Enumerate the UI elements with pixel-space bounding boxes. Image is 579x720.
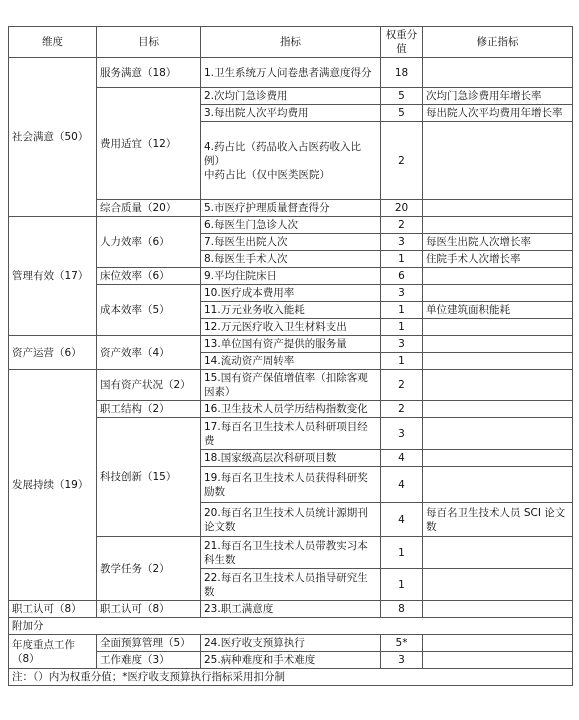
- target-cell: 工作难度（3）: [97, 652, 201, 669]
- weight-cell: 6: [381, 268, 423, 285]
- modifier-cell: 单位建筑面积能耗: [423, 302, 573, 319]
- table-row: [9, 370, 573, 401]
- dimension-cell: 职工认可（8）: [9, 601, 97, 618]
- indicator-cell: 24.医疗收支预算执行: [201, 635, 381, 652]
- weight-cell: 2: [381, 122, 423, 200]
- header-dimension: 维度: [9, 27, 97, 58]
- indicator-cell: 7.每医生出院人次: [201, 234, 381, 251]
- weight-cell: 18: [381, 58, 423, 88]
- weight-cell: 8: [381, 601, 423, 618]
- modifier-cell: 每出院人次平均费用年增长率: [423, 105, 573, 122]
- indicator-cell: 6.每医生门急诊人次: [201, 217, 381, 234]
- weight-cell: 5: [381, 105, 423, 122]
- table-note-row: [9, 669, 573, 686]
- modifier-cell: [423, 268, 573, 285]
- indicator-cell: 23.职工满意度: [201, 601, 381, 618]
- weight-cell: 1: [381, 319, 423, 336]
- header-weight: 权重分值: [381, 27, 423, 58]
- modifier-cell: [423, 450, 573, 467]
- modifier-cell: [423, 285, 573, 302]
- target-cell: 成本效率（5）: [97, 285, 201, 336]
- indicator-cell: 16.卫生技术人员学历结构指数变化: [201, 401, 381, 418]
- indicator-cell: 19.每百名卫生技术人员获得科研奖励数: [201, 467, 381, 503]
- modifier-cell: [423, 370, 573, 401]
- indicator-cell: 14.流动资产周转率: [201, 353, 381, 370]
- modifier-cell: 每百名卫生技术人员 SCI 论文数: [423, 503, 573, 537]
- modifier-cell: [423, 635, 573, 652]
- indicator-cell: 20.每百名卫生技术人员统计源期刊论文数: [201, 503, 381, 537]
- modifier-cell: [423, 336, 573, 353]
- modifier-cell: [423, 601, 573, 618]
- table-row: [9, 58, 573, 88]
- target-cell: 教学任务（2）: [97, 537, 201, 601]
- target-cell: 科技创新（15）: [97, 418, 201, 537]
- modifier-cell: 住院手术人次增长率: [423, 251, 573, 268]
- modifier-cell: [423, 537, 573, 569]
- target-cell: 服务满意（18）: [97, 58, 201, 88]
- modifier-cell: [423, 569, 573, 601]
- weight-cell: 20: [381, 200, 423, 217]
- indicator-cell: 10.医疗成本费用率: [201, 285, 381, 302]
- weight-cell: 1: [381, 569, 423, 601]
- weight-cell: 5: [381, 88, 423, 105]
- dimension-cell: 社会满意（50）: [9, 58, 97, 217]
- dimension-cell: 管理有效（17）: [9, 217, 97, 336]
- target-cell: 资产效率（4）: [97, 336, 201, 370]
- modifier-cell: [423, 652, 573, 669]
- modifier-cell: [423, 217, 573, 234]
- weight-cell: 3: [381, 234, 423, 251]
- indicator-cell: 2.次均门急诊费用: [201, 88, 381, 105]
- weight-cell: 1: [381, 353, 423, 370]
- table-row: [9, 635, 573, 652]
- header-target: 目标: [97, 27, 201, 58]
- indicator-cell: 25.病种难度和手术难度: [201, 652, 381, 669]
- dimension-cell: 附加分: [9, 618, 573, 635]
- header-modifier: 修正指标: [423, 27, 573, 58]
- modifier-cell: 每医生出院人次增长率: [423, 234, 573, 251]
- table-row: [9, 217, 573, 234]
- target-cell: 床位效率（6）: [97, 268, 201, 285]
- indicator-line: 4.药占比（药品收入占医药收入比例）: [204, 140, 362, 167]
- indicator-cell: 5.市医疗护理质量督查得分: [201, 200, 381, 217]
- modifier-cell: [423, 58, 573, 88]
- dimension-cell: 资产运营（6）: [9, 336, 97, 370]
- weight-cell: 3: [381, 285, 423, 302]
- weight-cell: 1: [381, 302, 423, 319]
- indicator-cell: 9.平均住院床日: [201, 268, 381, 285]
- indicator-cell: 18.国家级高层次科研项目数: [201, 450, 381, 467]
- indicator-table: [8, 26, 573, 686]
- indicator-cell: 22.每百名卫生技术人员指导研究生数: [201, 569, 381, 601]
- indicator-cell: 8.每医生手术人次: [201, 251, 381, 268]
- target-cell: 费用适宜（12）: [97, 88, 201, 200]
- indicator-cell: 1.卫生系统万人问卷患者满意度得分: [201, 58, 381, 88]
- weight-cell: 1: [381, 537, 423, 569]
- weight-cell: 5*: [381, 635, 423, 652]
- weight-cell: 4: [381, 467, 423, 503]
- weight-cell: 3: [381, 418, 423, 450]
- target-cell: 职工认可（8）: [97, 601, 201, 618]
- table-row: [9, 336, 573, 353]
- target-cell: 全面预算管理（5）: [97, 635, 201, 652]
- table-header-row: [9, 27, 573, 58]
- modifier-cell: [423, 401, 573, 418]
- indicator-cell: 3.每出院人次平均费用: [201, 105, 381, 122]
- modifier-cell: 次均门急诊费用年增长率: [423, 88, 573, 105]
- weight-cell: 4: [381, 503, 423, 537]
- table-row: [9, 601, 573, 618]
- weight-cell: 2: [381, 217, 423, 234]
- indicator-cell: 11.万元业务收入能耗: [201, 302, 381, 319]
- modifier-cell: [423, 319, 573, 336]
- weight-cell: 2: [381, 370, 423, 401]
- weight-cell: 4: [381, 450, 423, 467]
- indicator-table-container: [8, 26, 572, 686]
- indicator-cell: 13.单位国有资产提供的服务量: [201, 336, 381, 353]
- indicator-cell: 21.每百名卫生技术人员带教实习本科生数: [201, 537, 381, 569]
- header-indicator: 指标: [201, 27, 381, 58]
- modifier-cell: [423, 353, 573, 370]
- indicator-cell: 12.万元医疗收入卫生材料支出: [201, 319, 381, 336]
- dimension-cell: 发展持续（19）: [9, 370, 97, 601]
- indicator-line: 中药占比（仅中医类医院）: [204, 168, 330, 181]
- modifier-cell: [423, 467, 573, 503]
- target-cell: 职工结构（2）: [97, 401, 201, 418]
- dimension-cell: 年度重点工作（8）: [9, 635, 97, 669]
- modifier-cell: [423, 122, 573, 200]
- table-row: [9, 618, 573, 635]
- indicator-cell: [201, 122, 381, 200]
- weight-cell: 3: [381, 652, 423, 669]
- target-cell: 国有资产状况（2）: [97, 370, 201, 401]
- modifier-cell: [423, 418, 573, 450]
- indicator-cell: 15.国有资产保值增值率（扣除客观因素）: [201, 370, 381, 401]
- table-note: 注：（）内为权重分值；*医疗收支预算执行指标采用扣分制: [9, 669, 573, 686]
- target-cell: 综合质量（20）: [97, 200, 201, 217]
- weight-cell: 3: [381, 336, 423, 353]
- target-cell: 人力效率（6）: [97, 217, 201, 268]
- indicator-cell: 17.每百名卫生技术人员科研项目经费: [201, 418, 381, 450]
- modifier-cell: [423, 200, 573, 217]
- weight-cell: 2: [381, 401, 423, 418]
- weight-cell: 1: [381, 251, 423, 268]
